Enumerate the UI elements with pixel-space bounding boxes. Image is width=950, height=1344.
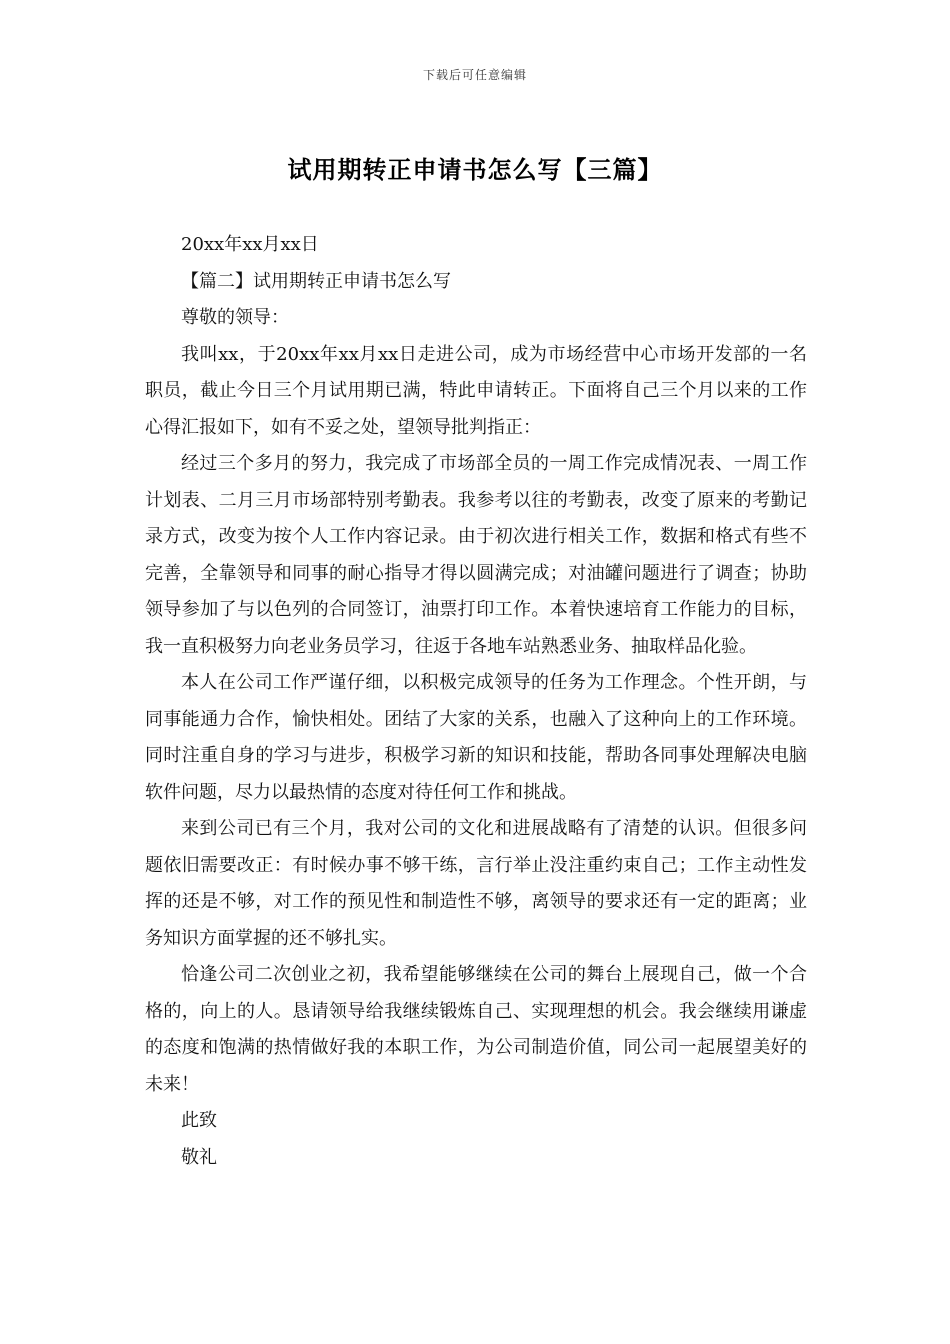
paragraph-introduction: 我叫xx，于20xx年xx月xx日走进公司，成为市场经营中心市场开发部的一名职员，截止今日三个月试用期已满，特此申请转正。下面将自己三个月以来的工作心得汇报如下，如有不妥之处，望领导批判指正：	[145, 343, 807, 438]
section-heading: 【篇二】试用期转正申请书怎么写	[181, 270, 451, 292]
paragraph-personality: 本人在公司工作严谨仔细，以积极完成领导的任务为工作理念。个性开朗，与同事能通力合作，愉快相处。团结了大家的关系，也融入了这种向上的工作环境。同时注重自身的学习与进步，积极学习新的知识和技能，帮助各同事处理解决电脑软件问题，尽力以最热情的态度对待任何工作和挑战。	[145, 672, 807, 803]
header-note: 下载后可任意编辑	[422, 68, 527, 82]
paragraph-work-summary: 经过三个多月的努力，我完成了市场部全员的一周工作完成情况表、一周工作计划表、二月三月市场部特别考勤表。我参考以往的考勤表，改变了原来的考勤记录方式，改变为按个人工作内容记录。由于初次进行相关工作，数据和格式有些不完善，全靠领导和同事的耐心指导才得以圆满完成；对油罐问题进行了调查；协助领导参加了与以色列的合同签订，油票打印工作。本着快速培育工作能力的目标，我一直积极努力向老业务员学习，往返于各地车站熟悉业务、抽取样品化验。	[145, 453, 807, 657]
paragraph-outlook: 恰逢公司二次创业之初，我希望能够继续在公司的舞台上展现自己，做一个合格的，向上的人。恳请领导给我继续锻炼自己、实现理想的机会。我会继续用谦虚的态度和饱满的热情做好我的本职工作，为公司制造价值，同公司一起展望美好的未来！	[145, 964, 807, 1095]
closing-line-1: 此致	[181, 1110, 217, 1131]
closing-line-2: 敬礼	[181, 1146, 217, 1168]
document-title: 试用期转正申请书怎么写【三篇】	[287, 155, 663, 184]
document-body	[145, 227, 807, 1176]
paragraph-improvements: 来到公司已有三个月，我对公司的文化和进展战略有了清楚的认识。但很多问题依旧需要改正：有时候办事不够干练，言行举止没注重约束自己；工作主动性发挥的还是不够，对工作的预见性和制造性不够，离领导的要求还有一定的距离；业务知识方面掌握的还不够扎实。	[145, 818, 807, 949]
salutation: 尊敬的领导：	[181, 307, 289, 328]
date-line: 20xx年xx月xx日	[181, 234, 319, 255]
